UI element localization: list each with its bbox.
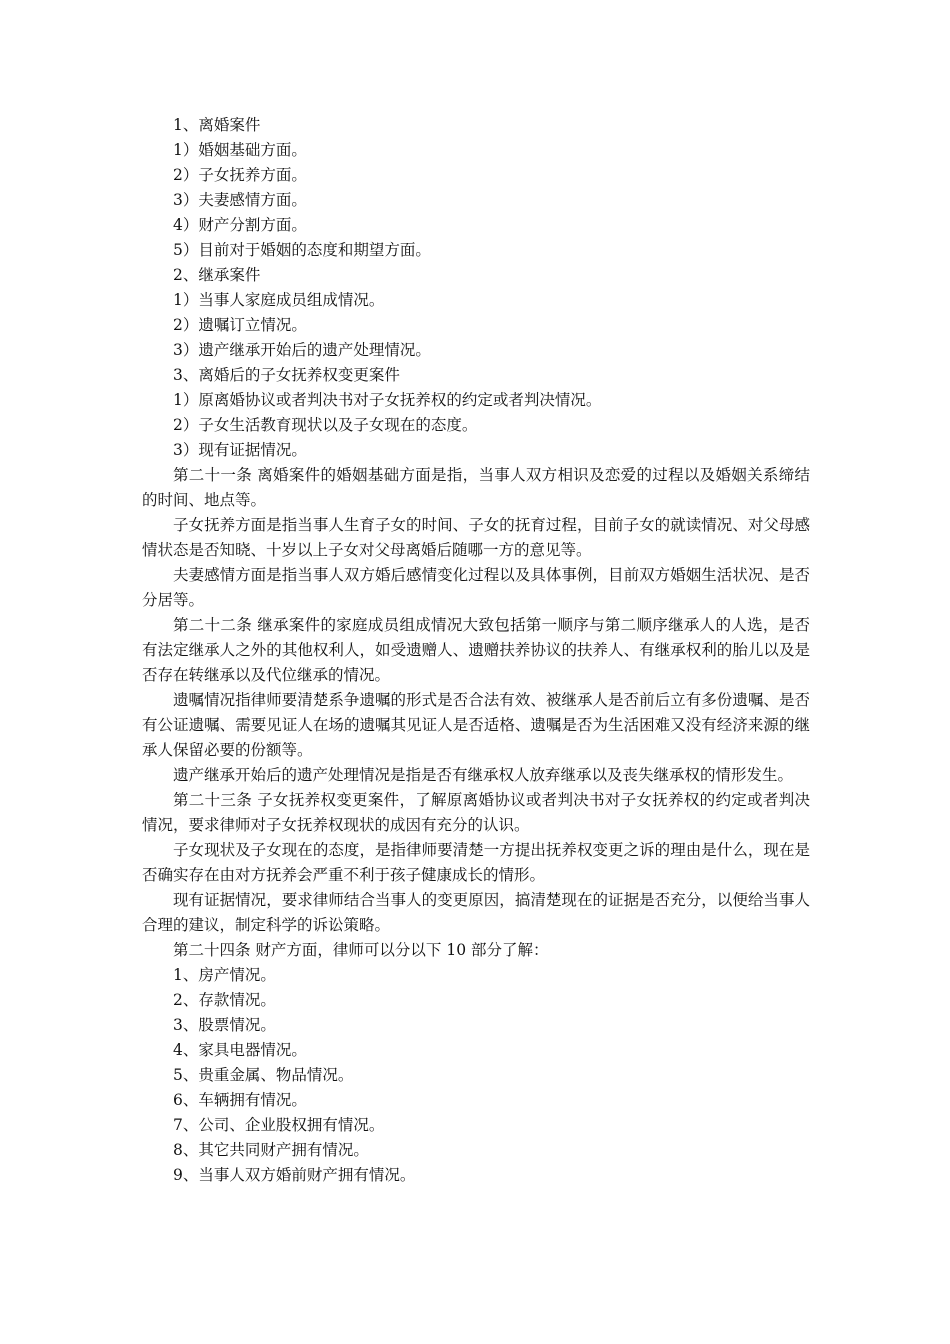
document-body (142, 113, 810, 1188)
list-item: 2、存款情况。 (173, 991, 276, 1009)
list-item: 1、房产情况。 (173, 966, 276, 984)
article-24-paragraph: 第二十四条 财产方面，律师可以分以下 10 部分了解： (173, 941, 549, 959)
list-item: 2）遗嘱订立情况。 (173, 316, 307, 334)
section-heading-custody-change: 3、离婚后的子女抚养权变更案件 (173, 366, 400, 384)
list-item: 8、其它共同财产拥有情况。 (173, 1141, 369, 1159)
list-item: 7、公司、企业股权拥有情况。 (173, 1116, 385, 1134)
list-item: 3）夫妻感情方面。 (173, 191, 307, 209)
paragraph: 子女现状及子女现在的态度，是指律师要清楚一方提出抚养权变更之诉的理由是什么，现在是否确实存在由对方抚养会严重不利于孩子健康成长的情形。 (142, 841, 810, 884)
article-21-paragraph: 第二十一条 离婚案件的婚姻基础方面是指，当事人双方相识及恋爱的过程以及婚姻关系缔结的时间、地点等。 (142, 466, 810, 509)
paragraph: 现有证据情况，要求律师结合当事人的变更原因，搞清楚现在的证据是否充分，以便给当事人合理的建议，制定科学的诉讼策略。 (142, 891, 810, 934)
list-item: 4）财产分割方面。 (173, 216, 307, 234)
section-heading-divorce: 1、离婚案件 (173, 116, 261, 134)
list-item: 2）子女抚养方面。 (173, 166, 307, 184)
list-item: 1）婚姻基础方面。 (173, 141, 307, 159)
paragraph: 夫妻感情方面是指当事人双方婚后感情变化过程以及具体事例，目前双方婚姻生活状况、是否分居等。 (142, 566, 810, 609)
list-item: 4、家具电器情况。 (173, 1041, 307, 1059)
list-item: 3）现有证据情况。 (173, 441, 307, 459)
article-23-paragraph: 第二十三条 子女抚养权变更案件，了解原离婚协议或者判决书对子女抚养权的约定或者判决情况，要求律师对子女抚养权现状的成因有充分的认识。 (142, 791, 810, 834)
list-item: 9、当事人双方婚前财产拥有情况。 (173, 1166, 416, 1184)
list-item: 1）当事人家庭成员组成情况。 (173, 291, 385, 309)
section-heading-inheritance: 2、继承案件 (173, 266, 261, 284)
list-item: 6、车辆拥有情况。 (173, 1091, 307, 1109)
list-item: 5）目前对于婚姻的态度和期望方面。 (173, 241, 431, 259)
paragraph: 子女抚养方面是指当事人生育子女的时间、子女的抚育过程，目前子女的就读情况、对父母感情状态是否知晓、十岁以上子女对父母离婚后随哪一方的意见等。 (142, 516, 810, 559)
paragraph: 遗嘱情况指律师要清楚系争遗嘱的形式是否合法有效、被继承人是否前后立有多份遗嘱、是否有公证遗嘱、需要见证人在场的遗嘱其见证人是否适格、遗嘱是否为生活困难又没有经济来源的继承人保留必要的份额等。 (142, 691, 810, 759)
paragraph: 遗产继承开始后的遗产处理情况是指是否有继承权人放弃继承以及丧失继承权的情形发生。 (173, 766, 794, 784)
list-item: 3）遗产继承开始后的遗产处理情况。 (173, 341, 431, 359)
list-item: 2）子女生活教育现状以及子女现在的态度。 (173, 416, 478, 434)
article-22-paragraph: 第二十二条 继承案件的家庭成员组成情况大致包括第一顺序与第二顺序继承人的人选，是否有法定继承人之外的其他权利人，如受遗赠人、遗赠扶养协议的扶养人、有继承权利的胎儿以及是否存在转继承以及代位继承的情况。 (142, 616, 810, 684)
list-item: 3、股票情况。 (173, 1016, 276, 1034)
list-item: 5、贵重金属、物品情况。 (173, 1066, 354, 1084)
list-item: 1）原离婚协议或者判决书对子女抚养权的约定或者判决情况。 (173, 391, 602, 409)
